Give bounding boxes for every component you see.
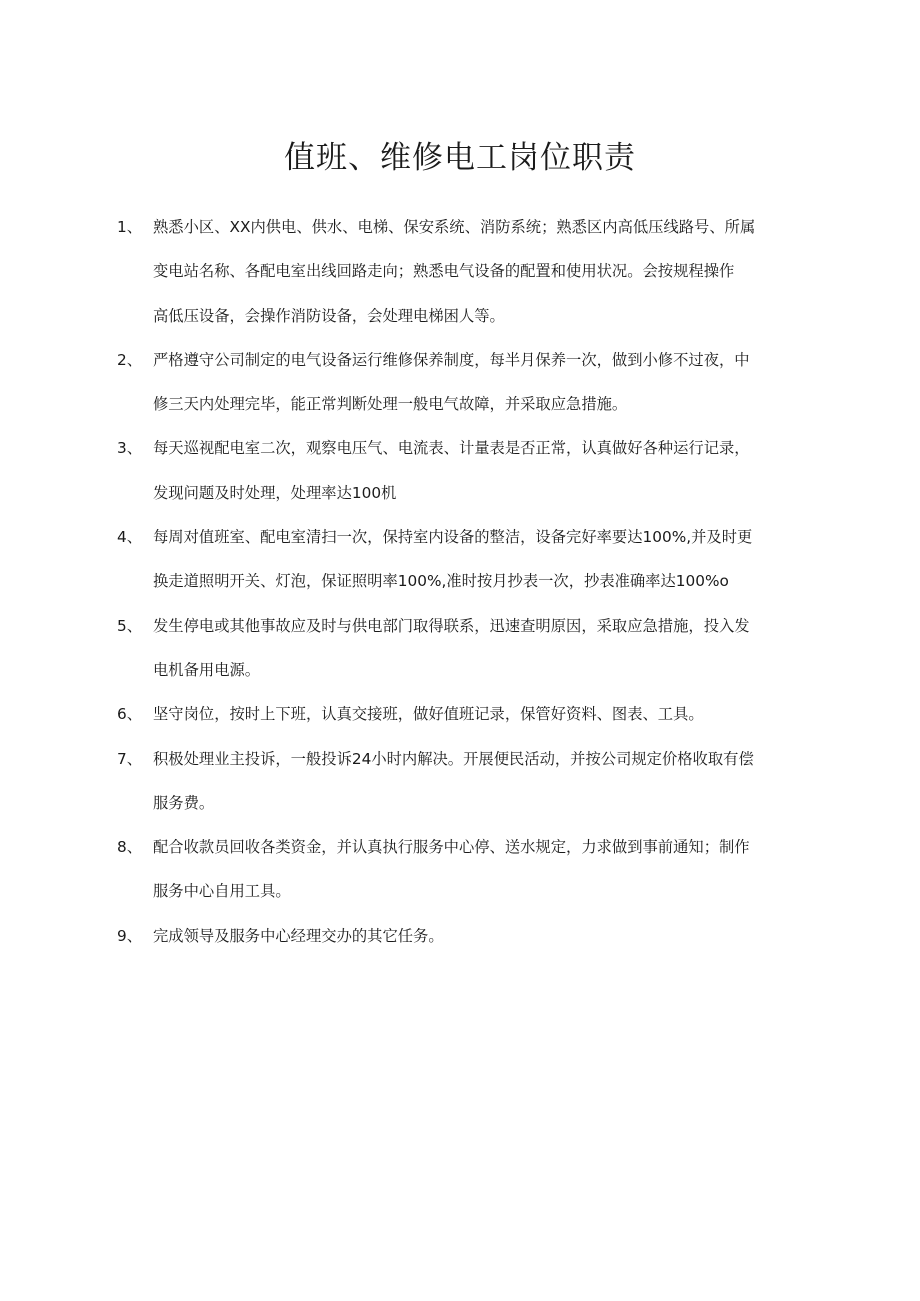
- duty-text-line: 电机备用电源。: [153, 660, 261, 679]
- duty-number: 5、: [117, 616, 143, 635]
- duty-text-line: 配合收款员回收各类资金，并认真执行服务中心停、送水规定，力求做到事前通知；制作: [153, 838, 750, 857]
- duty-item: [117, 205, 817, 338]
- duty-text-line: 高低压设备，会操作消防设备，会处理电梯困人等。: [153, 306, 505, 325]
- duty-item: [117, 515, 817, 604]
- duty-text-line: 发现问题及时处理，处理率达100机: [153, 483, 397, 502]
- duty-text-line: 修三天内处理完毕，能正常判断处理一般电气故障，并采取应急措施。: [153, 395, 628, 414]
- duty-item: [117, 604, 817, 693]
- duty-number: 6、: [117, 705, 143, 724]
- duty-item: [117, 692, 817, 736]
- duty-text-line: 换走道照明开关、灯泡，保证照明率100%,准时按月抄表一次，抄表准确率达100%o: [153, 572, 729, 591]
- page-title: 值班、维修电工岗位职责: [284, 140, 636, 176]
- duty-list: [117, 205, 817, 958]
- duty-text-line: 发生停电或其他事故应及时与供电部门取得联系，迅速查明原因，采取应急措施，投入发: [153, 616, 750, 635]
- duty-text-line: 积极处理业主投诉，一般投诉24小时内解决。开展便民活动，并按公司规定价格收取有偿: [153, 749, 754, 768]
- duty-text-line: 服务费。: [153, 793, 215, 812]
- duty-text-line: 变电站名称、各配电室出线回路走向；熟悉电气设备的配置和使用状况。会按规程操作: [153, 262, 735, 281]
- duty-number: 1、: [117, 218, 143, 236]
- duty-item: [117, 737, 817, 826]
- duty-item: [117, 426, 817, 515]
- duty-number: 9、: [117, 926, 143, 945]
- duty-number: 2、: [117, 350, 143, 369]
- duty-text-line: 每天巡视配电室二次，观察电压气、电流表、计量表是否正常，认真做好各种运行记录，: [153, 439, 750, 458]
- duty-number: 4、: [117, 528, 143, 547]
- duty-text-line: 坚守岗位，按时上下班，认真交接班，做好值班记录，保管好资料、图表、工具。: [153, 705, 704, 724]
- duty-text-line: 每周对值班室、配电室清扫一次，保持室内设备的整洁，设备完好率要达100%,并及时更: [153, 528, 753, 547]
- duty-item: [117, 825, 817, 914]
- duty-text-line: 服务中心自用工具。: [153, 882, 291, 901]
- duty-number: 3、: [117, 439, 143, 458]
- duty-number: 8、: [117, 838, 143, 857]
- duty-text-line: 熟悉小区、XX内供电、供水、电梯、保安系统、消防系统；熟悉区内高低压线路号、所属: [153, 218, 756, 236]
- duty-number: 7、: [117, 749, 143, 768]
- duty-item: [117, 338, 817, 427]
- duty-item: [117, 914, 817, 958]
- duty-text-line: 严格遵守公司制定的电气设备运行维修保养制度，每半月保养一次，做到小修不过夜，中: [153, 350, 750, 369]
- duty-text-line: 完成领导及服务中心经理交办的其它任务。: [153, 926, 444, 945]
